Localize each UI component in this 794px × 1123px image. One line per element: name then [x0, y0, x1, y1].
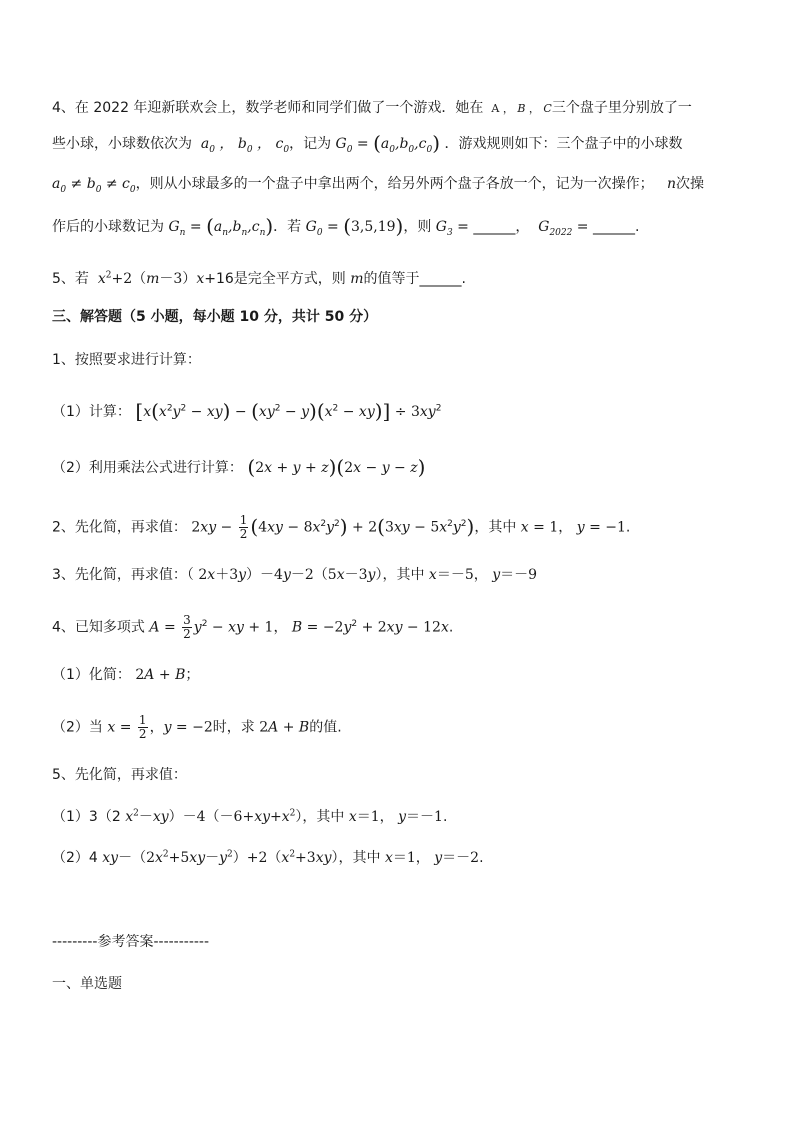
problem-text: .: [442, 809, 448, 825]
problem-text: ，: [273, 619, 288, 636]
problem-1-part-1: （1）计算： $[x(x^2y^2 - xy) - (xy^2 - y)(x^2 - xy)] \div 3xy^2$: [52, 399, 442, 423]
problem-text: .: [448, 619, 454, 636]
q5-text: 的值等于______.: [363, 271, 466, 287]
part-label: （2）4: [52, 850, 98, 866]
part-label: （2）利用乘法公式进行计算：: [52, 460, 243, 476]
q4-line-3: $a_0 \ne b_0 \ne c_0$，则从小球最多的一个盘子中拿出两个，给另外两个盘子各放一个，记为一次操作； n次操: [52, 176, 705, 195]
q4-line-1: 4、在 2022 年迎新联欢会上，数学老师和同学们做了一个游戏．她在 A ， B ， C三个盘子里分别放了一: [52, 100, 692, 116]
problem-text: ，: [415, 850, 430, 866]
problem-4: 4、已知多项式 A = $\frac{3}{2}$ $y^2$ − xy + 1， $B = -2y^2 + 2xy - 12x$.: [52, 613, 454, 641]
problem-text: .: [625, 519, 631, 536]
problem-3: 3、先化简，再求值：（ 2x＋3y）－4y－2（5x－3y），其中 x＝－5， y＝－9: [52, 567, 538, 583]
q5-text: 5、若: [52, 271, 89, 287]
problem-text: .: [479, 850, 484, 866]
q4-text: ，记为: [289, 136, 332, 152]
part-label: （1）计算：: [52, 404, 131, 420]
problem-4-part-1: （1）化简： 2A + B；: [52, 667, 200, 683]
problem-text: ，其中: [474, 519, 517, 536]
part-label: （1）3（2: [52, 809, 121, 825]
q4-text: 三个盘子里分别放了一: [551, 100, 692, 116]
problem-text: ，其中: [338, 850, 381, 866]
q4-text: 4、在 2022 年迎新联欢会上，数学老师和同学们做了一个游戏．她在: [52, 100, 484, 116]
answer-divider: ---------参考答案-----------: [52, 934, 210, 950]
problem-1-title: 1、按照要求进行计算：: [52, 352, 201, 368]
problem-5-part-1: （1）3（2 $x^2-xy)-4(-6+xy+x^2)$，其中 x＝1， y＝－1.: [52, 808, 448, 825]
problem-text: ，: [379, 809, 394, 825]
problem-text: 3、先化简，再求值：（: [52, 567, 194, 583]
q5-line: 5、若 $x^2+2(m-3)x+16$是完全平方式，则 m的值等于______.: [52, 270, 466, 287]
problem-4-part-2: （2）当 x = $\frac{1}{2}$ ，y = −2时，求 2A + B的值.: [52, 713, 342, 741]
q4-blank: ______.: [593, 219, 640, 235]
problem-text: 的值.: [309, 719, 342, 736]
problem-text: 2、先化简，再求值：: [52, 519, 187, 536]
problem-text: ，: [558, 519, 573, 536]
q4-line-2: 些小球，小球数依次为 $a_0$ ， $b_0$ ， $c_0$，记为 $G_0 = (a_0,b_0,c_0)$ ．游戏规则如下：三个盘子中的小球数: [52, 131, 683, 155]
problem-text: ；: [185, 667, 200, 683]
problem-5-part-2: （2）4 $xy-(2x^2+5xy-y^2)+2(x^2+3xy)$，其中 x＝1， y＝－2.: [52, 849, 484, 866]
q4-text: ．游戏规则如下：三个盘子中的小球数: [444, 136, 683, 152]
problem-2: 2、先化简，再求值： 2xy − $\frac{1}{2}$ $(4xy - 8x^2y^2) + 2(3xy - 5x^2y^2)$，其中 x = 1， y = −1.: [52, 513, 631, 541]
problem-text: 时，求: [212, 719, 255, 736]
q4-text: 次操: [676, 176, 705, 192]
problem-text: ，其中: [302, 809, 345, 825]
section-title: 三、解答题（5 小题，每小题 10 分，共计 50 分）: [52, 309, 378, 325]
q4-blank: ______，: [473, 219, 530, 235]
q4-text: 些小球，小球数依次为: [52, 136, 192, 152]
problem-5-title: 5、先化简，再求值：: [52, 767, 187, 783]
q4-text: 作后的小球数记为: [52, 219, 164, 235]
part-label: （2）当: [52, 719, 103, 736]
problem-text: ，其中: [382, 567, 425, 583]
problem-text: ，: [473, 567, 488, 583]
answer-section-title: 一、单选题: [52, 976, 122, 992]
q4-text: ．若: [273, 219, 302, 235]
q4-text: ，则: [403, 219, 432, 235]
part-label: （1）化简：: [52, 667, 131, 683]
problem-1-part-2: （2）利用乘法公式进行计算： (2x + y + z)(2x − y − z): [52, 455, 426, 479]
problem-text: 4、已知多项式: [52, 619, 145, 636]
q5-text: +16是完全平方式，则: [204, 271, 346, 287]
q4-line-4: 作后的小球数记为 $G_n = (a_n,b_n,c_n)$．若 $G_0 = (3,5,19)$，则 $G_3$ = ______， $G_{2022}$ = ______.: [52, 214, 640, 238]
q4-text: ，则从小球最多的一个盘子中拿出两个，给另外两个盘子各放一个，记为一次操作；: [135, 176, 654, 192]
